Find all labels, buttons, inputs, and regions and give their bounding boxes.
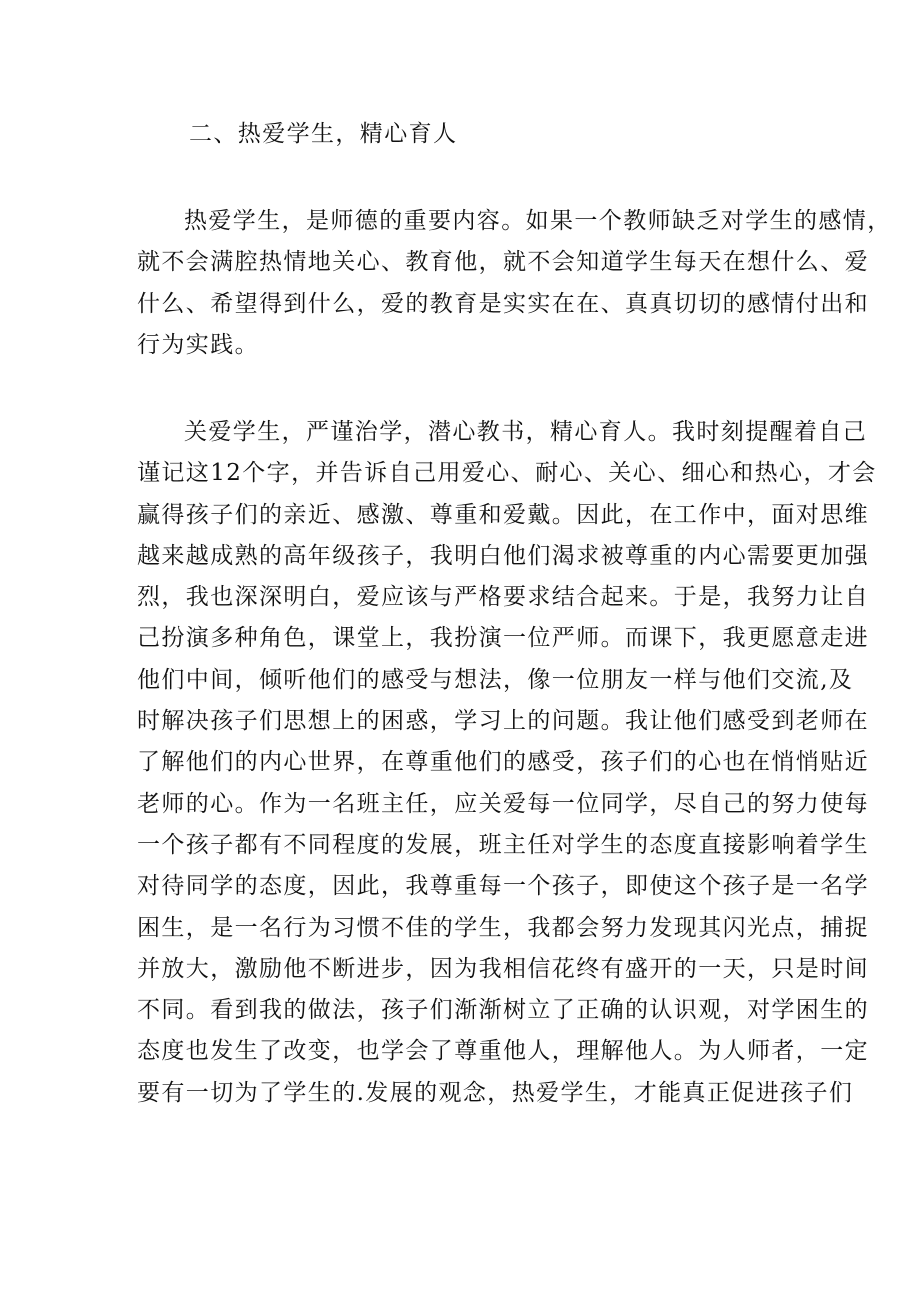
paragraph-2 [137, 412, 877, 1114]
paragraph-line: 关爱学生，严谨治学，潜心教书，精心育人。我时刻提醒着自己 [184, 419, 868, 445]
paragraph-line: 他们中间，倾听他们的感受与想法，像一位朋友一样与他们交流,及 [137, 666, 854, 693]
paragraph-line: 态度也发生了改变，也学会了尊重他人，理解他人。为人师者，一定 [137, 1038, 869, 1065]
paragraph-1 [137, 201, 892, 366]
paragraph-line: 行为实践。 [137, 331, 259, 358]
paragraph-line: 谨记这12个字，并告诉自己用爱心、耐心、关心、细心和热心，才会 [137, 460, 877, 487]
paragraph-line: 对待同学的态度，因此，我尊重每一个孩子，即使这个孩子是一名学 [137, 873, 869, 900]
paragraph-line: 并放大，激励他不断进步，因为我相信花终有盛开的一天，只是时间 [137, 955, 869, 982]
paragraph-line: 烈，我也深深明白，爱应该与严格要求结合起来。于是，我努力让自 [137, 584, 869, 611]
paragraph-line: 就不会满腔热情地关心、教育他，就不会知道学生每天在想什么、爱 [137, 249, 869, 276]
paragraph-line: 不同。看到我的做法，孩子们渐渐树立了正确的认识观，对学困生的 [137, 997, 869, 1024]
paragraph-line: 什么、希望得到什么，爱的教育是实实在在、真真切切的感情付出和 [137, 290, 869, 317]
paragraph-line: 热爱学生，是师德的重要内容。如果一个教师缺乏对学生的感情， [184, 208, 892, 234]
heading-text: 二、热爱学生，精心育人 [189, 121, 458, 147]
paragraph-line: 己扮演多种角色，课堂上，我扮演一位严师。而课下，我更愿意走进 [137, 625, 869, 652]
paragraph-line: 一个孩子都有不同程度的发展，班主任对学生的态度直接影响着学生 [137, 831, 869, 858]
paragraph-line: 时解决孩子们思想上的困惑，学习上的问题。我让他们感受到老师在 [137, 708, 869, 735]
paragraph-line: 要有一切为了学生的.发展的观念，热爱学生，才能真正促进孩子们 [137, 1079, 854, 1106]
paragraph-line: 越来越成熟的高年级孩子，我明白他们渴求被尊重的内心需要更加强 [137, 542, 869, 569]
paragraph-line: 了解他们的内心世界，在尊重他们的感受，孩子们的心也在悄悄贴近 [137, 749, 869, 776]
paragraph-line: 老师的心。作为一名班主任，应关爱每一位同学，尽自己的努力使每 [137, 790, 869, 817]
paragraph-line: 困生，是一名行为习惯不佳的学生，我都会努力发现其闪光点，捕捉 [137, 914, 869, 941]
paragraph-line: 赢得孩子们的亲近、感激、尊重和爱戴。因此，在工作中，面对思维 [137, 501, 869, 528]
section-heading [137, 114, 845, 155]
